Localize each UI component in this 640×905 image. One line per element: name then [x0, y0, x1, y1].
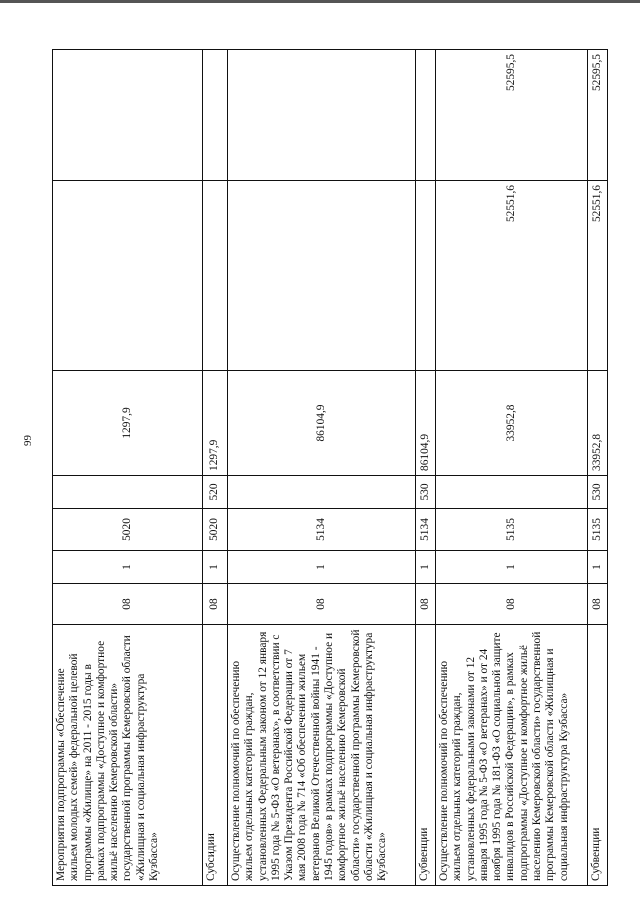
target-code: 5020 — [53, 509, 203, 551]
row-description: Мероприятия подпрограммы «Обеспечение жильем молодых семей» федеральной целевой программы «Жилище» на 2011 - 2015 годы в рамках подпрограммы «Доступное и комфортное жильё населению Кемеровской области» государственной программы Кемеровской области «Жилищная и социальная инфраструктура Кузбасса» — [53, 625, 203, 886]
row-description: Субвенции — [588, 625, 608, 886]
expense-type-code: 530 — [416, 476, 436, 509]
row-description: Субвенции — [416, 625, 436, 886]
table-row — [588, 50, 608, 886]
row-description: Осуществление полномочий по обеспечению жильем отдельных категорий граждан, установленных Федеральным законом от 12 января 1995 года № 5-ФЗ «О ветеранах», в соответствии с Указом Президента Российской Федерации от 7 мая 2008 года № 714 «Об обеспечении жильем ветеранов Великой Отечественной войны 1941 - 1945 годов» в рамках подпрограммы «Доступное и комфортное жильё населению Кемеровской области» государственной программы Кемеровской области «Жилищная и социальная инфраструктура Кузбасса» — [228, 625, 416, 886]
target-code: 5134 — [228, 509, 416, 551]
target-code: 5020 — [203, 509, 228, 551]
amount-year-3 — [228, 50, 416, 181]
target-code: 5134 — [416, 509, 436, 551]
amount-year-3 — [53, 50, 203, 181]
amount-year-2 — [203, 181, 228, 371]
table-row — [436, 50, 588, 886]
amount-year-1: 1297,9 — [53, 371, 203, 476]
amount-year-1: 33952,8 — [588, 371, 608, 476]
razdel-code: 08 — [436, 584, 588, 625]
expense-type-code — [436, 476, 588, 509]
page-top-edge — [0, 0, 640, 3]
expense-type-code — [53, 476, 203, 509]
podrazdel-code: 1 — [53, 551, 203, 584]
amount-year-1: 86104,9 — [416, 371, 436, 476]
amount-year-3 — [416, 50, 436, 181]
razdel-code: 08 — [588, 584, 608, 625]
target-code: 5135 — [588, 509, 608, 551]
podrazdel-code: 1 — [588, 551, 608, 584]
row-description: Субсидии — [203, 625, 228, 886]
page-number: 99 — [22, 435, 34, 446]
amount-year-3: 52595,5 — [588, 50, 608, 181]
podrazdel-code: 1 — [416, 551, 436, 584]
amount-year-1: 33952,8 — [436, 371, 588, 476]
amount-year-2: 52551,6 — [436, 181, 588, 371]
expense-type-code — [228, 476, 416, 509]
razdel-code: 08 — [416, 584, 436, 625]
razdel-code: 08 — [203, 584, 228, 625]
amount-year-1: 86104,9 — [228, 371, 416, 476]
expense-type-code: 520 — [203, 476, 228, 509]
row-description: Осуществление полномочий по обеспечению жильем отдельных категорий граждан, установленных федеральными законами от 12 января 1995 года № 5-ФЗ «О ветеранах» и от 24 ноября 1995 года № 181-ФЗ «О социальной защите инвалидов в Российской Федерации», в рамках подпрограммы «Доступное и комфортное жильё населению Кемеровской области» государственной программы Кемеровской области «Жилищная и социальная инфраструктура Кузбасса» — [436, 625, 588, 886]
podrazdel-code: 1 — [436, 551, 588, 584]
table-row — [416, 50, 436, 886]
amount-year-1: 1297,9 — [203, 371, 228, 476]
amount-year-3 — [203, 50, 228, 181]
budget-table-rotated — [52, 50, 607, 886]
expense-type-code: 530 — [588, 476, 608, 509]
table-row — [228, 50, 416, 886]
amount-year-2 — [416, 181, 436, 371]
podrazdel-code: 1 — [228, 551, 416, 584]
amount-year-2: 52551,6 — [588, 181, 608, 371]
amount-year-2 — [53, 181, 203, 371]
amount-year-2 — [228, 181, 416, 371]
razdel-code: 08 — [228, 584, 416, 625]
budget-table — [52, 49, 608, 886]
amount-year-3: 52595,5 — [436, 50, 588, 181]
table-row — [203, 50, 228, 886]
podrazdel-code: 1 — [203, 551, 228, 584]
table-row — [53, 50, 203, 886]
target-code: 5135 — [436, 509, 588, 551]
razdel-code: 08 — [53, 584, 203, 625]
